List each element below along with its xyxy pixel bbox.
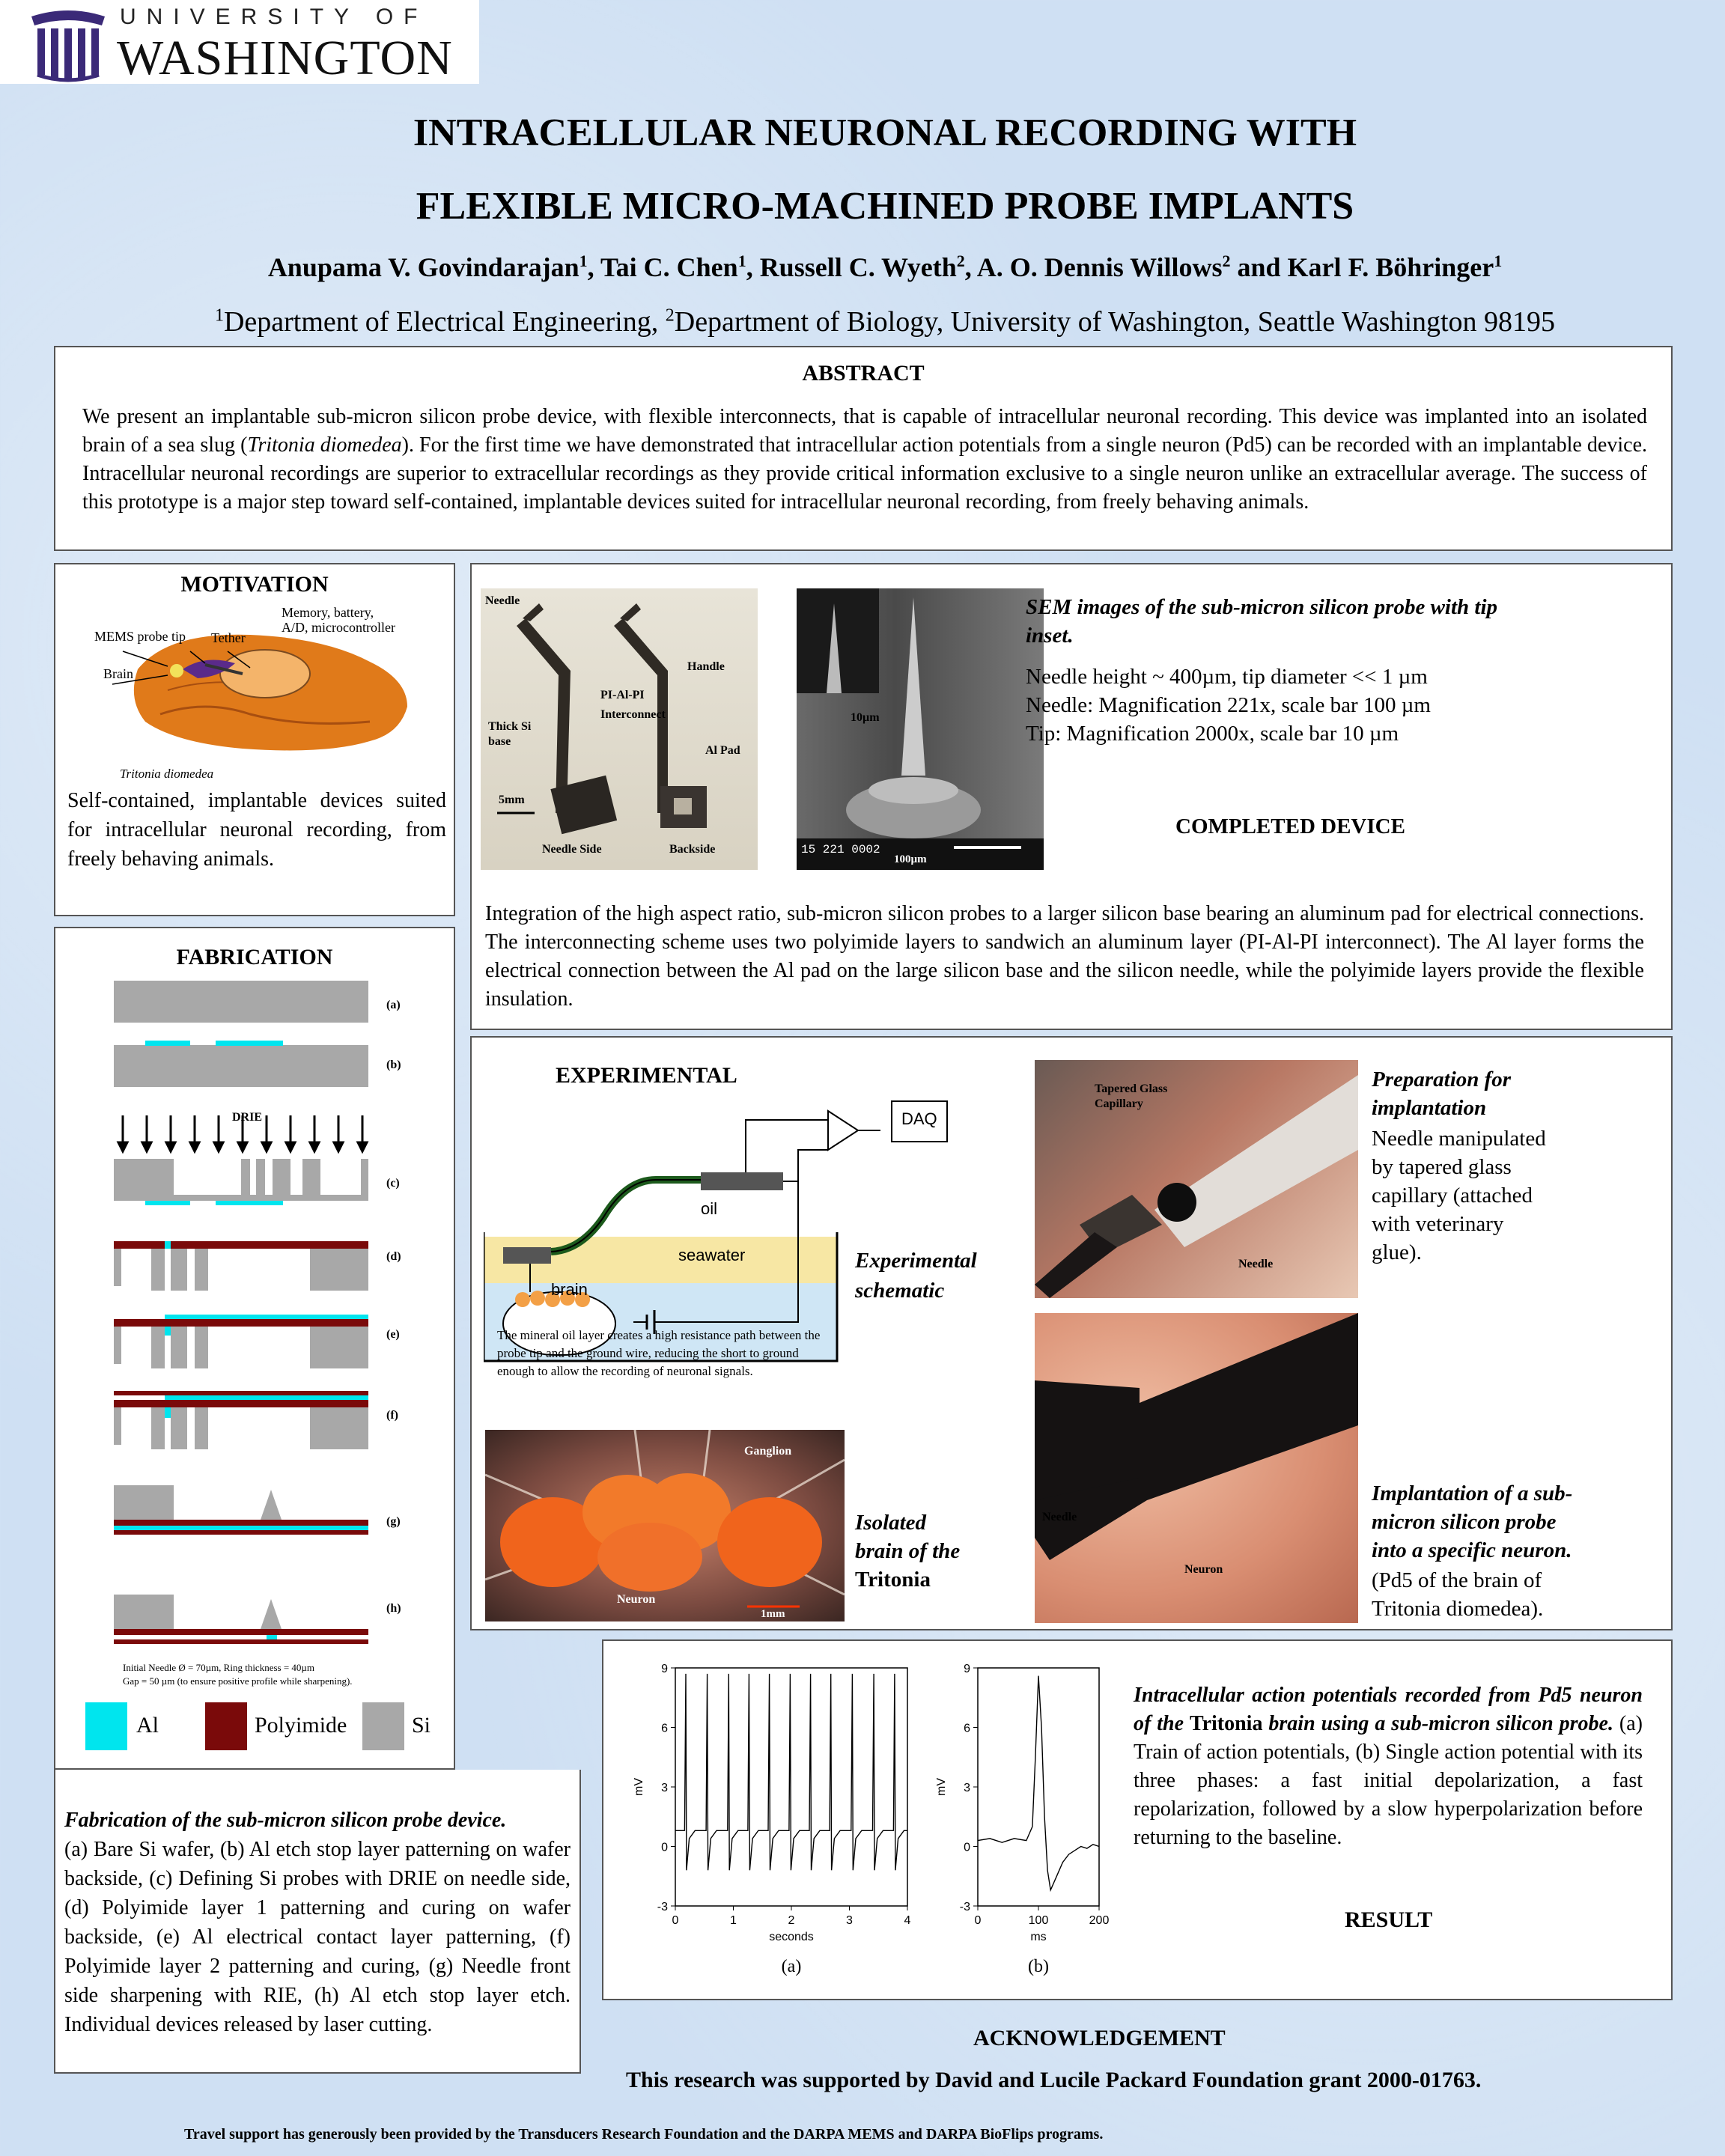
abstract-text: We present an implantable sub-micron silicon probe device, with flexible interconnects, that is capable of intracellular neuronal recording. This device was implanted into an isolated brain of a sea slug (Tritonia diomedea). For the first time we have demonstrated that intracellular action potentials from a single neuron (Pd5) can be recorded with an implantable device. Intracellular neuronal recordings are superior to extracellular recordings as they provide critical information exclusive to a single neuron unlike an extracellular average. The success of this prototype is a major step toward self-contained, implantable devices suited for intracellular neuronal recording, from freely behaving animals. bbox=[82, 405, 1647, 514]
photo-label-thick2: base bbox=[488, 735, 511, 748]
preparation-photo bbox=[1035, 1060, 1358, 1298]
impl-neuron: Neuron bbox=[1184, 1563, 1223, 1576]
result-heading: RESULT bbox=[1345, 1907, 1433, 1932]
panel-label: (a) bbox=[781, 1957, 802, 1976]
photo-label-interconnect1: PI-Al-PI bbox=[600, 689, 645, 701]
implantation-photo bbox=[1035, 1313, 1358, 1623]
sem-title: SEM images of the sub-micron silicon probe with tip inset. bbox=[1026, 595, 1498, 648]
x-tick-label: 0 bbox=[974, 1914, 982, 1927]
step-e: (e) bbox=[386, 1328, 400, 1341]
y-tick-label: 3 bbox=[661, 1782, 668, 1794]
brain-photo-scale: 1mm bbox=[761, 1608, 785, 1620]
schematic-caption2: schematic bbox=[855, 1279, 945, 1303]
motivation-heading: MOTIVATION bbox=[180, 572, 329, 597]
daq-label: DAQ bbox=[901, 1109, 937, 1128]
legend-pi-swatch bbox=[205, 1702, 247, 1750]
university-seal-icon bbox=[27, 3, 109, 82]
legend-si-label: Si bbox=[412, 1713, 431, 1738]
sem-spec3: Tip: Magnification 2000x, scale bar 10 µm bbox=[1026, 722, 1399, 746]
ack-text: This research was supported by David and Lucile Packard Foundation grant 2000-01763. bbox=[626, 2068, 1482, 2092]
y-tick-label: 6 bbox=[661, 1722, 668, 1735]
logo-line2: WASHINGTON bbox=[117, 31, 453, 85]
title-line2: FLEXIBLE MICRO-MACHINED PROBE IMPLANTS bbox=[416, 185, 1354, 228]
fab-note1: Initial Needle Ø = 70µm, Ring thickness = 40µm bbox=[123, 1662, 315, 1673]
label-tether: Tether bbox=[211, 630, 246, 645]
fabrication-panel bbox=[54, 927, 455, 1770]
abstract-heading: ABSTRACT bbox=[802, 361, 925, 386]
chart-a bbox=[615, 1656, 960, 1985]
y-tick-label: 9 bbox=[964, 1663, 970, 1675]
footer-text: Travel support has generously been provided by the Transducers Research Foundation and the DARPA MEMS and DARPA BioFlips programs. bbox=[184, 2126, 1104, 2143]
prep-title1: Preparation for bbox=[1372, 1068, 1512, 1091]
label-memory: Memory, battery, bbox=[282, 605, 374, 620]
label-species: Tritonia diomedea bbox=[120, 767, 214, 781]
photo-label-backside: Backside bbox=[669, 843, 716, 856]
fabrication-heading: FABRICATION bbox=[176, 945, 333, 969]
y-axis-label: mV bbox=[935, 1778, 948, 1796]
sem-inset-scale: 10µm bbox=[851, 711, 880, 724]
impl-text: (Pd5 of the brain of Tritonia diomedea). bbox=[1372, 1568, 1544, 1621]
impl-needle: Needle bbox=[1042, 1511, 1077, 1523]
prep-needle: Needle bbox=[1238, 1258, 1274, 1270]
y-tick-label: 0 bbox=[964, 1841, 970, 1854]
oil-label: oil bbox=[701, 1199, 718, 1218]
sem-spec2: Needle: Magnification 221x, scale bar 100 µm bbox=[1026, 693, 1431, 717]
prep-capillary2: Capillary bbox=[1095, 1097, 1143, 1110]
photo-label-handle: Handle bbox=[687, 660, 725, 673]
device-panel bbox=[470, 563, 1673, 1030]
photo-label-needle: Needle bbox=[485, 594, 520, 607]
motivation-panel bbox=[54, 563, 455, 916]
abstract-panel bbox=[54, 346, 1673, 551]
drie-label: DRIE bbox=[232, 1111, 263, 1124]
series-line bbox=[978, 1676, 1099, 1890]
photo-label-interconnect2: Interconnect bbox=[600, 708, 666, 721]
label-memory2: A/D, microcontroller bbox=[282, 620, 395, 635]
y-tick-label: -3 bbox=[657, 1901, 668, 1913]
title-line1: INTRACELLULAR NEURONAL RECORDING WITH bbox=[413, 112, 1357, 154]
panel-label: (b) bbox=[1028, 1957, 1049, 1976]
x-tick-label: 1 bbox=[730, 1914, 737, 1927]
y-tick-label: 3 bbox=[964, 1782, 970, 1794]
result-caption: Intracellular action potentials recorded from Pd5 neuron of the Tritonia brain using a sub-micron silicon probe. (a) Train of action potentials, (b) Single action potential with its three phases: a fast initial depolarization, a fast repolarization, followed by a slow hyperpolarization before returning to the baseline. bbox=[1134, 1684, 1643, 1849]
schematic-caption1: Experimental bbox=[855, 1249, 977, 1273]
y-tick-label: 6 bbox=[964, 1722, 970, 1735]
photo-label-needle-side: Needle Side bbox=[542, 843, 602, 856]
legend-pi-label: Polyimide bbox=[255, 1713, 347, 1738]
plot-frame bbox=[978, 1668, 1099, 1906]
label-mems: MEMS probe tip bbox=[94, 629, 186, 644]
fabrication-caption: Fabrication of the sub-micron silicon probe device. (a) Bare Si wafer, (b) Al etch stop layer patterning on wafer backside, (c) Defining Si probes with DRIE on needle side, (d) Polyimide layer 1 patterning and curing on wafer backside, (e) Al electrical contact layer patterning, (f) Polyimide layer 2 patterning and curing, (g) Needle front side sharpening with RIE, (h) Al etch stop layer etch. Individual devices released by laser cutting. bbox=[64, 1809, 571, 2036]
prep-capillary1: Tapered Glass bbox=[1095, 1082, 1168, 1095]
label-brain: Brain bbox=[103, 666, 133, 681]
photo-label-thick1: Thick Si bbox=[488, 720, 532, 733]
x-tick-label: 2 bbox=[788, 1914, 795, 1927]
legend-al-label: Al bbox=[136, 1713, 159, 1738]
sem-image bbox=[797, 588, 1044, 870]
y-tick-label: -3 bbox=[959, 1901, 970, 1913]
step-a: (a) bbox=[386, 999, 401, 1011]
y-axis-label: mV bbox=[633, 1778, 645, 1796]
step-f: (f) bbox=[386, 1409, 398, 1422]
prep-text: Needle manipulated by tapered glass capillary (attached with veterinary glue). bbox=[1372, 1127, 1546, 1264]
schematic-note: The mineral oil layer creates a high resistance path between the probe tip and the ground wire, reducing the short to ground enough to allow the recording of neuronal signals. bbox=[497, 1328, 821, 1378]
sea-slug-illustration bbox=[55, 602, 457, 774]
brain-photo-neuron: Neuron bbox=[617, 1593, 656, 1606]
x-tick-label: 3 bbox=[846, 1914, 853, 1927]
experimental-panel bbox=[470, 1036, 1673, 1630]
sem-code: 15 221 0002 bbox=[801, 843, 880, 856]
sem-spec1: Needle height ~ 400µm, tip diameter << 1 µm bbox=[1026, 665, 1428, 689]
legend-al-swatch bbox=[85, 1702, 127, 1750]
isolated-brain-photo bbox=[485, 1430, 845, 1621]
result-panel bbox=[602, 1639, 1673, 2000]
device-heading: COMPLETED DEVICE bbox=[1175, 814, 1405, 838]
authors: Anupama V. Govindarajan$^1$, Tai C. Chen$^1$, Russell C. Wyeth$^2$, A. O. Dennis Willows$^2$ and Karl F. Böhringer$^1$ bbox=[267, 252, 1503, 282]
y-tick-label: 9 bbox=[661, 1663, 668, 1675]
x-tick-label: 100 bbox=[1028, 1914, 1049, 1927]
experimental-heading: EXPERIMENTAL bbox=[556, 1063, 737, 1088]
step-h: (h) bbox=[386, 1602, 401, 1615]
y-tick-label: 0 bbox=[661, 1841, 668, 1854]
fab-note2: Gap = 50 µm (to ensure positive profile while sharpening). bbox=[123, 1675, 353, 1687]
fabrication-caption-panel bbox=[54, 1770, 581, 2074]
brain-caption2: brain of the bbox=[855, 1539, 961, 1563]
photo-label-scale: 5mm bbox=[499, 794, 525, 806]
brain-caption3: Tritonia bbox=[855, 1568, 931, 1592]
step-d: (d) bbox=[386, 1250, 401, 1263]
fab-legend bbox=[85, 1702, 437, 1755]
logo bbox=[0, 0, 479, 84]
step-g: (g) bbox=[386, 1515, 401, 1528]
x-tick-label: 200 bbox=[1089, 1914, 1110, 1927]
x-tick-label: 0 bbox=[672, 1914, 679, 1927]
brain-photo-ganglion: Ganglion bbox=[744, 1445, 792, 1458]
brain-caption1: Isolated bbox=[855, 1511, 927, 1535]
x-axis-label: seconds bbox=[769, 1931, 814, 1943]
impl-title: Implantation of a sub-micron silicon probe into a specific neuron. bbox=[1372, 1482, 1573, 1562]
x-axis-label: ms bbox=[1030, 1931, 1047, 1943]
x-tick-label: 4 bbox=[904, 1914, 911, 1927]
ack-heading: ACKNOWLEDGEMENT bbox=[973, 2026, 1226, 2050]
brain-label: brain bbox=[551, 1280, 588, 1299]
seawater-label: seawater bbox=[678, 1246, 746, 1264]
affiliation: $^1$Department of Electrical Engineering, $^2$Department of Biology, University of Washington, Seattle Washington 98195 bbox=[214, 305, 1556, 338]
photo-label-alpad: Al Pad bbox=[705, 744, 740, 757]
logo-line1: UNIVERSITY OF bbox=[120, 4, 428, 29]
prep-title2: implantation bbox=[1372, 1096, 1487, 1120]
legend-si-swatch bbox=[362, 1702, 404, 1750]
step-c: (c) bbox=[386, 1177, 400, 1190]
chart-b bbox=[933, 1656, 1113, 1985]
sem-main-scale: 100µm bbox=[894, 853, 927, 865]
device-photo bbox=[481, 588, 758, 870]
motivation-text: Self-contained, implantable devices suited for intracellular neuronal recording, from freely behaving animals. bbox=[67, 789, 446, 871]
device-text: Integration of the high aspect ratio, sub-micron silicon probes to a larger silicon base bearing an aluminum pad for electrical connections. The interconnecting scheme uses two polyimide layers to sandwich an aluminum layer (PI-Al-PI interconnect). The Al layer forms the electrical connection between the Al pad on the large silicon base and the silicon needle, while the polyimide layers provide the flexible insulation. bbox=[485, 902, 1644, 1011]
series-line bbox=[675, 1674, 907, 1870]
step-b: (b) bbox=[386, 1059, 401, 1071]
